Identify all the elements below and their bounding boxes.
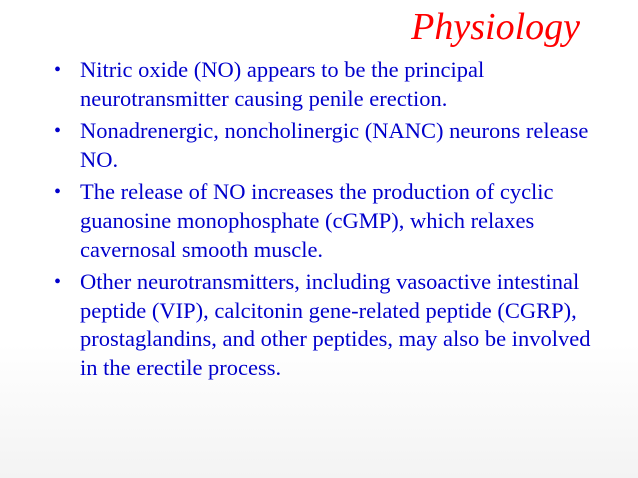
bullet-text: The release of NO increases the production of cyclic guanosine monophosphate (cGMP), which relaxes cavernosal smooth muscle.	[80, 179, 554, 262]
bullet-text: Other neurotransmitters, including vasoactive intestinal peptide (VIP), calcitonin gene-related peptide (CGRP), prostaglandins, and other peptides, may also be involved in the erectile process.	[80, 269, 591, 380]
bullet-item	[54, 117, 594, 174]
bullet-text: Nonadrenergic, noncholinergic (NANC) neurons release NO.	[80, 118, 589, 172]
bullet-icon: •	[54, 59, 62, 81]
bullet-item	[54, 178, 594, 264]
bullet-icon: •	[54, 271, 62, 294]
bullet-item	[54, 56, 594, 113]
bullet-icon: •	[54, 120, 62, 143]
bullet-icon: •	[54, 181, 62, 204]
slide-title: Physiology	[411, 6, 580, 48]
bullet-list	[54, 56, 594, 387]
bullet-text: Nitric oxide (NO) appears to be the principal neurotransmitter causing penile erection.	[80, 57, 485, 111]
bullet-item	[54, 268, 594, 382]
